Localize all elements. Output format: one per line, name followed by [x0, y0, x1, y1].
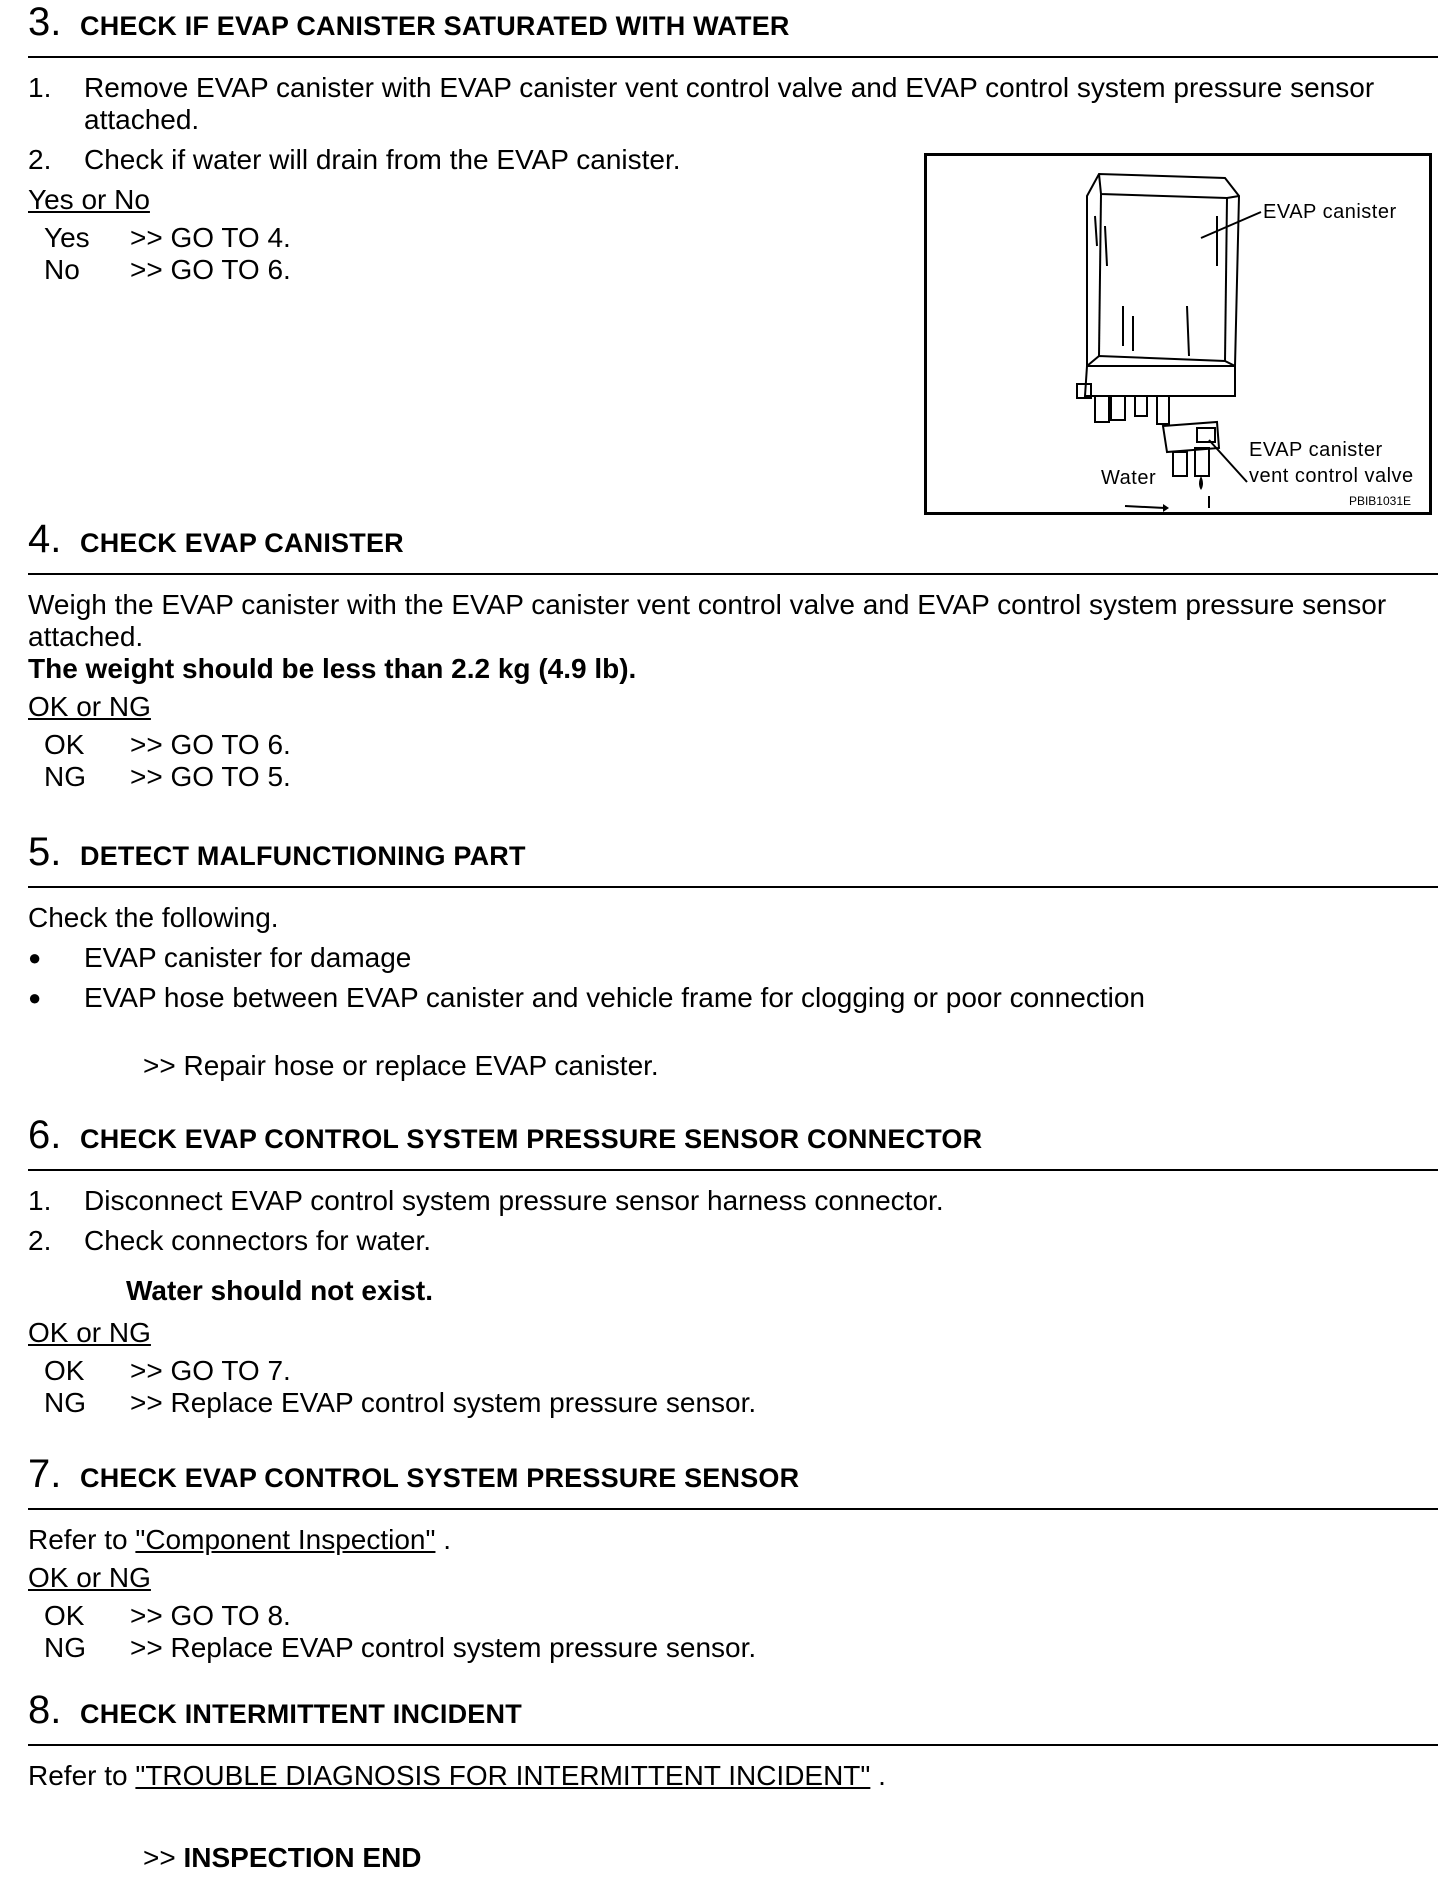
step-header [28, 1688, 1438, 1746]
choice-key: NG [44, 761, 86, 792]
item-text: EVAP canister for damage [84, 942, 412, 973]
choice-row [28, 729, 1438, 761]
refer-suffix: . [435, 1524, 452, 1555]
decision-question: OK or NG [28, 1562, 151, 1593]
step-title: DETECT MALFUNCTIONING PART [80, 841, 526, 871]
choice-action: >> GO TO 8. [130, 1600, 291, 1631]
refer-suffix: . [870, 1760, 886, 1791]
action-text: >> Repair hose or replace EVAP canister. [143, 1050, 659, 1081]
choice-key: Yes [44, 222, 90, 253]
step-title: CHECK EVAP CONTROL SYSTEM PRESSURE SENSOR CONNECTOR [80, 1124, 983, 1154]
decision-question: OK or NG [28, 1317, 151, 1348]
step-8 [28, 1688, 1438, 1874]
item-number: 1. [28, 72, 52, 103]
step-4 [28, 517, 1438, 793]
refer-text [28, 1760, 1438, 1792]
step-title: CHECK IF EVAP CANISTER SATURATED WITH WATER [80, 11, 790, 41]
list-item [28, 1185, 1438, 1217]
bullet-icon: ● [28, 985, 42, 1010]
step-number: 3. [28, 0, 62, 44]
choice-key: NG [44, 1632, 86, 1663]
choice-action: >> Replace EVAP control system pressure sensor. [130, 1632, 757, 1663]
list-item [28, 982, 1438, 1014]
step-number: 8. [28, 1688, 62, 1732]
choice-key: OK [44, 1600, 85, 1631]
item-number: 1. [28, 1185, 52, 1216]
step-header [28, 1452, 1438, 1510]
end-text: INSPECTION END [183, 1842, 422, 1873]
choice-action: >> Replace EVAP control system pressure sensor. [130, 1387, 757, 1418]
decision-question: OK or NG [28, 691, 151, 722]
choice-action: >> GO TO 6. [130, 729, 291, 760]
item-text: Check connectors for water. [84, 1225, 432, 1256]
item-number: 2. [28, 1225, 52, 1256]
choice-row [28, 1387, 1438, 1419]
step-text: Weigh the EVAP canister with the EVAP canister vent control valve and EVAP control system pressure sensor attached. [28, 589, 1387, 652]
choice-row [28, 1600, 1438, 1632]
step-number: 6. [28, 1113, 62, 1157]
list-item [28, 72, 1438, 136]
decision-question: Yes or No [28, 184, 150, 215]
choice-row [28, 1632, 1438, 1664]
label-valve-line1: EVAP canister [1249, 439, 1383, 461]
refer-prefix: Refer to [28, 1524, 136, 1555]
step-header [28, 0, 1438, 58]
choice-row [28, 761, 1438, 793]
step-header [28, 830, 1438, 888]
choice-key: No [44, 254, 80, 285]
step-5 [28, 830, 1438, 1082]
figure-id: PBIB1031E [1348, 494, 1411, 508]
spec-text: The weight should be less than 2.2 kg (4.9 lb). [28, 653, 637, 684]
list-item [28, 942, 1438, 974]
step-number: 5. [28, 830, 62, 874]
item-text: Disconnect EVAP control system pressure sensor harness connector. [84, 1185, 944, 1216]
component-inspection-link[interactable]: "Component Inspection" [135, 1524, 436, 1555]
step-title: CHECK EVAP CANISTER [80, 528, 404, 558]
choice-action: >> GO TO 5. [130, 761, 291, 792]
refer-text [28, 1524, 1438, 1556]
choice-key: NG [44, 1387, 86, 1418]
item-text: Remove EVAP canister with EVAP canister vent control valve and EVAP control system pressure sensor attached. [84, 72, 1375, 135]
item-text: Check if water will drain from the EVAP canister. [84, 144, 681, 175]
spec-text: Water should not exist. [126, 1275, 433, 1306]
item-number: 2. [28, 144, 52, 175]
step-header [28, 1113, 1438, 1171]
step-6 [28, 1113, 1438, 1419]
refer-prefix: Refer to [28, 1760, 136, 1791]
choice-key: OK [44, 729, 85, 760]
choice-action: >> GO TO 7. [130, 1355, 291, 1386]
bullet-list [28, 942, 1438, 1014]
label-evap-canister: EVAP canister [1263, 201, 1397, 223]
step-title: CHECK EVAP CONTROL SYSTEM PRESSURE SENSOR [80, 1463, 800, 1493]
end-prefix: >> [143, 1842, 184, 1873]
evap-canister-figure [924, 153, 1432, 515]
step-number: 4. [28, 517, 62, 561]
inspection-end [28, 1842, 1438, 1874]
list-item [28, 1225, 1438, 1257]
choice-action: >> GO TO 6. [130, 254, 291, 285]
choice-key: OK [44, 1355, 85, 1386]
choice-action: >> GO TO 4. [130, 222, 291, 253]
step-7 [28, 1452, 1438, 1664]
choice-row [28, 1355, 1438, 1387]
item-text: EVAP hose between EVAP canister and vehicle frame for clogging or poor connection [84, 982, 1146, 1013]
instruction-list [28, 1185, 1438, 1257]
intermittent-incident-link[interactable]: "TROUBLE DIAGNOSIS FOR INTERMITTENT INCIDENT" [135, 1760, 871, 1791]
label-water: Water [1101, 467, 1157, 489]
step-number: 7. [28, 1452, 62, 1496]
bullet-icon: ● [28, 945, 42, 970]
step-title: CHECK INTERMITTENT INCIDENT [80, 1699, 522, 1729]
step-header [28, 517, 1438, 575]
step-text: Check the following. [28, 902, 279, 933]
label-valve-line2: vent control valve [1249, 465, 1414, 487]
